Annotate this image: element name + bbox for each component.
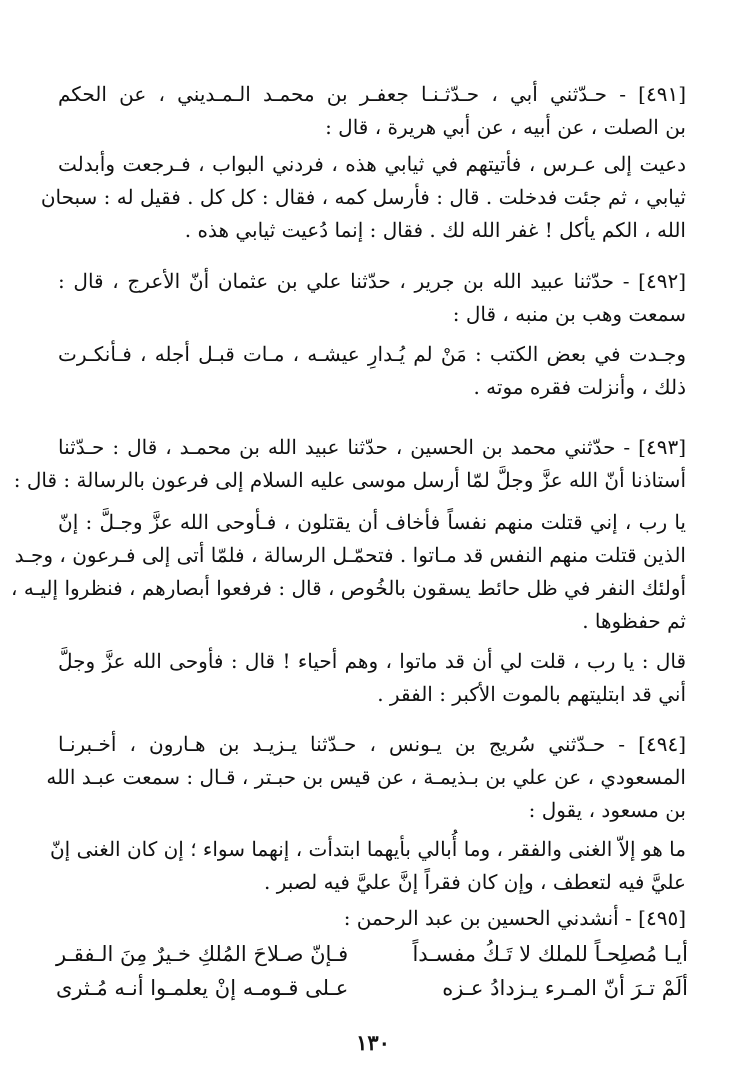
text-line: [٤٩٣] - حدّثني محمد بن الحسين ، حدّثنا عبيد الله بن محمـد ، قال : حـدّثنا (58, 435, 687, 459)
text-line: [٤٩٢] - حدّثنا عبيد الله بن جرير ، حدّثنا علي بن عثمان أنّ الأعرج ، قال : (58, 269, 686, 293)
text-line: وجـدت في بعض الكتب : مَنْ لم يُـدارِ عيشـه ، مـات قبـل أجله ، فـأنكـرت (58, 342, 686, 366)
text-line: ثم حفظوها . (582, 609, 686, 633)
entry-492-isnad (58, 265, 686, 331)
text-line: [٤٩٤] - حـدّثني سُريج بن يـونس ، حـدّثنا يـزيـد بن هـارون ، أخـبرنـا (58, 732, 686, 756)
verse-first-hemistich: ألَمْ تـرَ أنّ المـرء يـزدادُ عـزه (442, 976, 688, 1000)
text-line: أني قد ابتليتهم بالموت الأكبر : الفقر . (377, 682, 686, 706)
text-line: المسعودي ، عن علي بن بـذيمـة ، عن قيس بن حبـتر ، قـال : سمعت عبـد الله (46, 765, 686, 789)
verse-second-hemistich: فـإنّ صـلاحَ المُلكِ خـيرٌ مِنَ الـفقـر (56, 942, 349, 966)
entry-495-isnad (58, 902, 686, 935)
text-line: دعيت إلى عـرس ، فأتيتهم في ثيابي هذه ، فردني البواب ، فـرجعت وأبدلت (58, 152, 686, 176)
text-line: عليَّ فيه لتعطف ، وإن كان فقراً إنَّ عليَّ فيه لصبر . (264, 870, 686, 894)
text-line: ثيابي ، ثم جئت فدخلت . قال : فأرسل كمه ، فقال : كل كل . فقيل له : سبحان (40, 185, 686, 209)
verse-second-hemistich: عـلى قـومـه إنْ يعلمـوا أنـه مُـثرى (56, 976, 349, 1000)
entry-493-text-continued (58, 645, 686, 711)
text-line: أستاذنا أنّ الله عزَّ وجلَّ لمّا أرسل موسى عليه السلام إلى فرعون بالرسالة : قال : (13, 468, 686, 492)
text-line: ذلك ، وأنزلت فقره موته . (473, 375, 686, 399)
text-line: الذين قتلت منهم النفس قد مـاتوا . فتحمّـل الرسالة ، فلمّا أتى إلى فـرعون ، وجـد (14, 543, 686, 567)
text-line: ما هو إلاّ الغنى والفقر ، وما أُبالي بأيهما ابتدأت ، إنهما سواء ؛ إن كان الغنى إنّ (49, 837, 686, 861)
entry-494-isnad (46, 728, 686, 827)
text-line: سمعت وهب بن منبه ، قال : (452, 302, 686, 326)
text-line: الله ، الكم يأكل ! غفر الله لك . فقال : إنما دُعيت ثيابي هذه . (184, 218, 686, 242)
entry-491-text (40, 148, 686, 247)
poem-verse (56, 936, 688, 972)
text-line: قال : يا رب ، قلت لي أن قد ماتوا ، وهم أحياء ! قال : فأوحى الله عزَّ وجلَّ (58, 649, 686, 673)
entry-492-text (58, 338, 686, 404)
entry-491-isnad (58, 78, 686, 144)
entry-493-isnad (13, 431, 687, 497)
entry-494-text (49, 833, 686, 899)
entry-493-text (11, 506, 686, 638)
text-line: يا رب ، إني قتلت منهم نفساً فأخاف أن يقتلون ، فـأوحى الله عزَّ وجـلَّ : إنّ (58, 510, 686, 534)
text-line: بن الصلت ، عن أبيه ، عن أبي هريرة ، قال : (325, 115, 686, 139)
page-number: ١٣٠ (356, 1030, 390, 1055)
poem-verse (56, 970, 688, 1006)
verse-first-hemistich: أيـا مُصلِحـاً للملك لا تَـكُ مفسـداً (412, 942, 688, 966)
text-line: أولئك النفر في ظل حائط يسقون بالخُوص ، قال : فرفعوا أبصارهم ، فنظروا إليـه ، (11, 576, 686, 600)
text-line: بن مسعود ، يقول : (528, 798, 686, 822)
text-line: [٤٩٥] - أنشدني الحسين بن عبد الرحمن : (343, 906, 686, 930)
text-line: [٤٩١] - حـدّثني أبي ، حـدّثـنـا جعفـر بن محمـد الـمـديني ، عن الحكم (58, 82, 686, 106)
